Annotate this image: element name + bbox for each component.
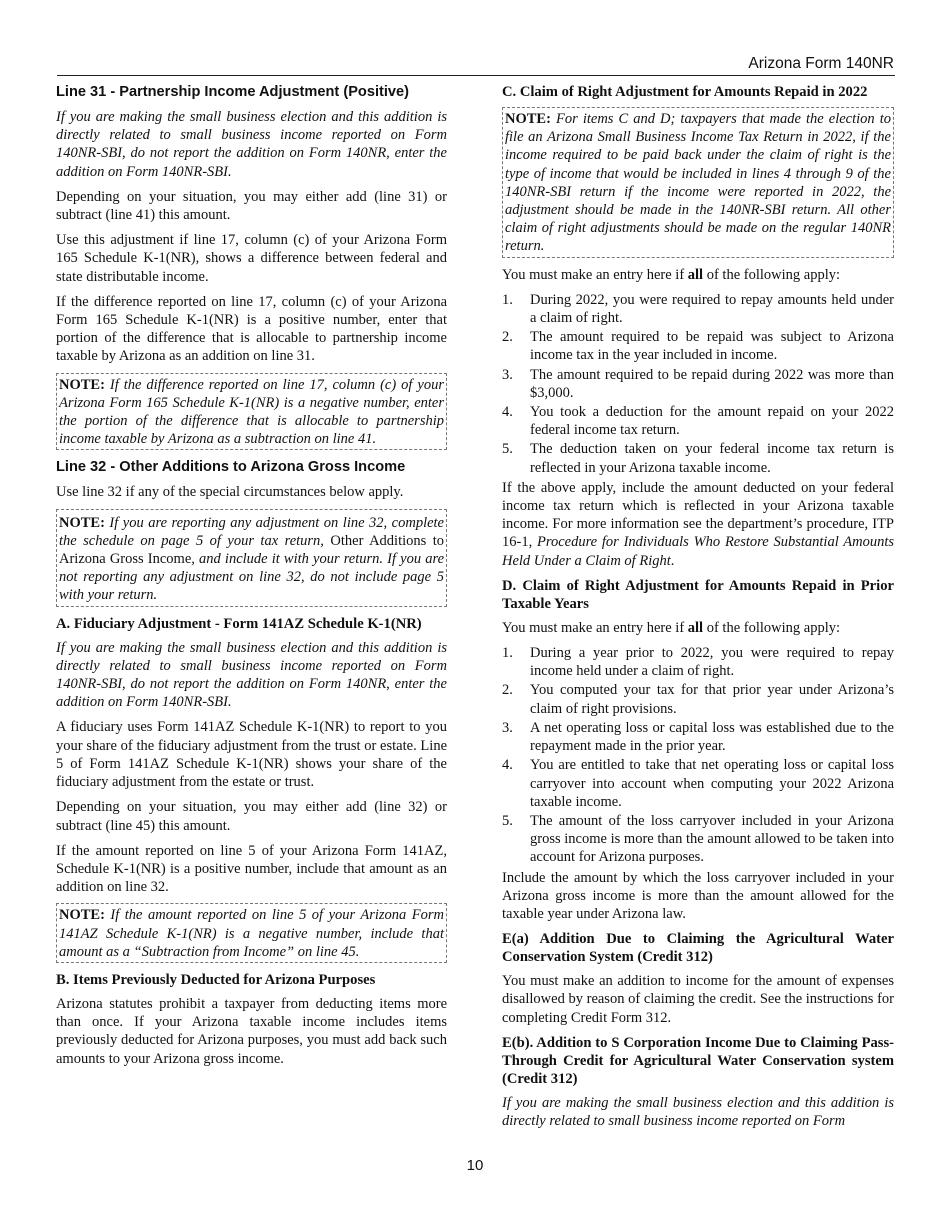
line32-heading: Line 32 - Other Additions to Arizona Gross Income [56, 459, 406, 476]
section-a-heading: A. Fiduciary Adjustment - Form 141AZ Schedule K-1(NR) [56, 615, 422, 632]
section-eb-heading: E(b). Addition to S Corporation Income Due to Claiming Pass-Through Credit for Agricultural Water Conservation system (Credit 312) [502, 1034, 894, 1087]
note-label: NOTE: [505, 111, 551, 127]
line32-note-schedule-name: Other Additions to Arizona Gross Income [59, 532, 445, 568]
list-item-text: You are entitled to take that net operating loss or capital loss carryover into account when computing your 2022 Arizona taxable income. [530, 757, 894, 810]
line32-note-text-c: , and include it with your return. If you are not reporting any adjustment on line 32, do not include page 5 with your return. [59, 551, 445, 604]
list-item-number: 3. [502, 719, 513, 736]
section-d-intro-a: You must make an entry here if [502, 619, 688, 636]
line32-intro-paragraph: Use line 32 if any of the special circumstances below apply. [56, 484, 404, 501]
list-item [502, 291, 894, 327]
line31-note-text: If the difference reported on line 17, column (c) of your Arizona Form 165 Schedule K-1(NR) is a negative number, enter the portion of the difference that is allocable to partnership income taxable by Arizona as a subtraction on line 41. [59, 376, 444, 448]
line31-add-subtract-paragraph: Depending on your situation, you may either add (line 31) or subtract (line 41) this amount. [56, 188, 447, 224]
section-c-procedure-title: Procedure for Individuals Who Restore Substantial Amounts Held Under a Claim of Right [502, 534, 894, 569]
list-item [502, 403, 894, 439]
line31-heading: Line 31 - Partnership Income Adjustment (Positive) [56, 84, 410, 100]
list-item-text: During 2022, you were required to repay amounts held under a claim of right. [530, 291, 894, 327]
section-c-intro-bold: all [687, 266, 704, 283]
left-column [56, 83, 447, 1075]
list-item-text: You computed your tax for that prior year under Arizona’s claim of right provisions. [530, 682, 894, 717]
list-item-text: You took a deduction for the amount repaid on your 2022 federal income tax return. [530, 404, 894, 439]
note-label: NOTE: [59, 907, 105, 924]
list-item-number: 2. [502, 682, 513, 699]
list-item-number: 5. [502, 812, 513, 829]
section-eb-paragraph: If you are making the small business election and this addition is directly related to small business income reported on Form [502, 1094, 894, 1129]
section-a-note-box [56, 903, 447, 963]
list-item-number: 1. [502, 645, 513, 662]
section-a-add-subtract-paragraph: Depending on your situation, you may either add (line 32) or subtract (line 45) this amount. [56, 799, 447, 834]
section-c-after-a: If the above apply, include the amount deducted on your federal income tax return which is reflected in your Arizona taxable income. For more information see the department’s procedure, ITP 16-1, [502, 479, 894, 551]
list-item-text: During a year prior to 2022, you were required to repay income held under a claim of right. [530, 645, 894, 680]
line32-note-box [56, 509, 447, 607]
line32-note-text-a: If you are reporting any adjustment on line 32, complete the schedule on page 5 of your tax return, [59, 514, 444, 549]
list-item-text: The amount required to be repaid was subject to Arizona income tax in the year included in income. [530, 329, 894, 364]
list-item-text: A net operating loss or capital loss was established due to the repayment made in the prior year. [530, 719, 894, 755]
list-item-number: 1. [502, 291, 513, 308]
section-b-paragraph: Arizona statutes prohibit a taxpayer from deducting items more than once. If your Arizona taxable income includes items previously deducted for Arizona purposes, you must add back such amounts to your Arizona gross income. [56, 995, 447, 1067]
section-d-list [502, 644, 894, 866]
section-d-intro-bold: all [687, 619, 704, 636]
line31-usage-paragraph: Use this adjustment if line 17, column (c) of your Arizona Form 165 Schedule K-1(NR), shows a difference between federal and state distributable income. [56, 232, 447, 285]
note-label: NOTE: [59, 376, 105, 393]
list-item [502, 756, 894, 811]
section-ea-paragraph: You must make an addition to income for the amount of expenses disallowed by reason of claiming the credit. See the instructions for completing Credit Form 312. [502, 973, 894, 1026]
section-c-note-box [502, 107, 894, 258]
section-d-intro-b: of the following apply: [703, 619, 841, 636]
section-c-after-paragraph [502, 479, 894, 570]
list-item-text: The amount required to be repaid during 2022 was more than $3,000. [530, 366, 894, 401]
list-item-number: 4. [502, 757, 513, 774]
section-c-intro-b: of the following apply: [703, 266, 841, 283]
list-item [502, 440, 894, 476]
section-c-intro-a: You must make an entry here if [502, 266, 688, 283]
section-a-fiduciary-paragraph: A fiduciary uses Form 141AZ Schedule K-1(NR) to report to you your share of the fiduciary adjustment from the trust or estate. Line 5 of Form 141AZ Schedule K-1(NR) shows your share of the fiduciary adjustment from the estate or trust. [56, 719, 447, 791]
section-a-positive-paragraph: If the amount reported on line 5 of your Arizona Form 141AZ, Schedule K-1(NR) is a positive number, include that amount as an addition on line 32. [56, 842, 447, 896]
note-label: NOTE: [59, 514, 105, 531]
header-divider [57, 75, 895, 76]
list-item [502, 366, 894, 402]
line31-note-box [56, 373, 447, 451]
form-title: Arizona Form 140NR [748, 55, 894, 72]
section-c-heading: C. Claim of Right Adjustment for Amounts Repaid in 2022 [502, 84, 868, 100]
page-number: 10 [466, 1157, 484, 1174]
list-item [502, 681, 894, 717]
section-d-intro [502, 619, 894, 637]
section-d-heading: D. Claim of Right Adjustment for Amounts Repaid in Prior Taxable Years [502, 577, 894, 612]
list-item [502, 644, 894, 680]
list-item-number: 5. [502, 441, 513, 458]
section-a-sbi-paragraph: If you are making the small business election and this addition is directly related to small business income reported on Form 140NR-SBI, do not report the addition on Form 140NR, enter the addition on Form 140NR-SBI. [56, 639, 447, 711]
section-b-heading: B. Items Previously Deducted for Arizona Purposes [56, 971, 376, 988]
section-d-after-paragraph: Include the amount by which the loss carryover included in your Arizona gross income is more than the amount allowed for the taxable year under Arizona law. [502, 869, 894, 922]
line31-positive-paragraph: If the difference reported on line 17, column (c) of your Arizona Form 165 Schedule K-1(NR) is a positive number, enter that portion of the difference that is allocable to partnership income taxable by Arizona as an addition on line 31. [56, 293, 447, 365]
section-c-after-b: . [670, 552, 675, 569]
list-item-number: 4. [502, 404, 513, 421]
section-c-note-text: For items C and D; taxpayers that made the election to file an Arizona Small Business Income Tax Return in 2022, if the income required to be paid back under the claim of right is the type of income that would be included in lines 4 through 9 of the 140NR-SBI return if the income were reported in 2022, the adjustment should be made in the 140NR-SBI return. All other claim of right adjustments should be made on the regular 140NR return. [505, 111, 891, 255]
line31-sbi-paragraph: If you are making the small business election and this addition is directly related to small business income reported on Form 140NR-SBI, do not report the addition on Form 140NR, enter the addition on Form 140NR-SBI. [56, 109, 447, 180]
list-item-number: 2. [502, 329, 513, 346]
section-c-list [502, 291, 894, 477]
list-item [502, 812, 894, 867]
list-item [502, 719, 894, 755]
list-item-text: The amount of the loss carryover included in your Arizona gross income is more than the amount allowed to be taken into account for Arizona purposes. [530, 812, 894, 866]
list-item-text: The deduction taken on your federal income tax return is reflected in your Arizona taxable income. [530, 441, 894, 476]
list-item [502, 328, 894, 364]
section-a-note-text: If the amount reported on line 5 of your Arizona Form 141AZ Schedule K-1(NR) is a negative number, include that amount as a “Subtraction from Income” on line 45. [59, 907, 445, 960]
section-ea-heading: E(a) Addition Due to Claiming the Agricultural Water Conservation System (Credit 312) [502, 931, 894, 966]
list-item-number: 3. [502, 366, 513, 383]
section-c-intro [502, 266, 894, 284]
right-column [502, 83, 894, 1137]
